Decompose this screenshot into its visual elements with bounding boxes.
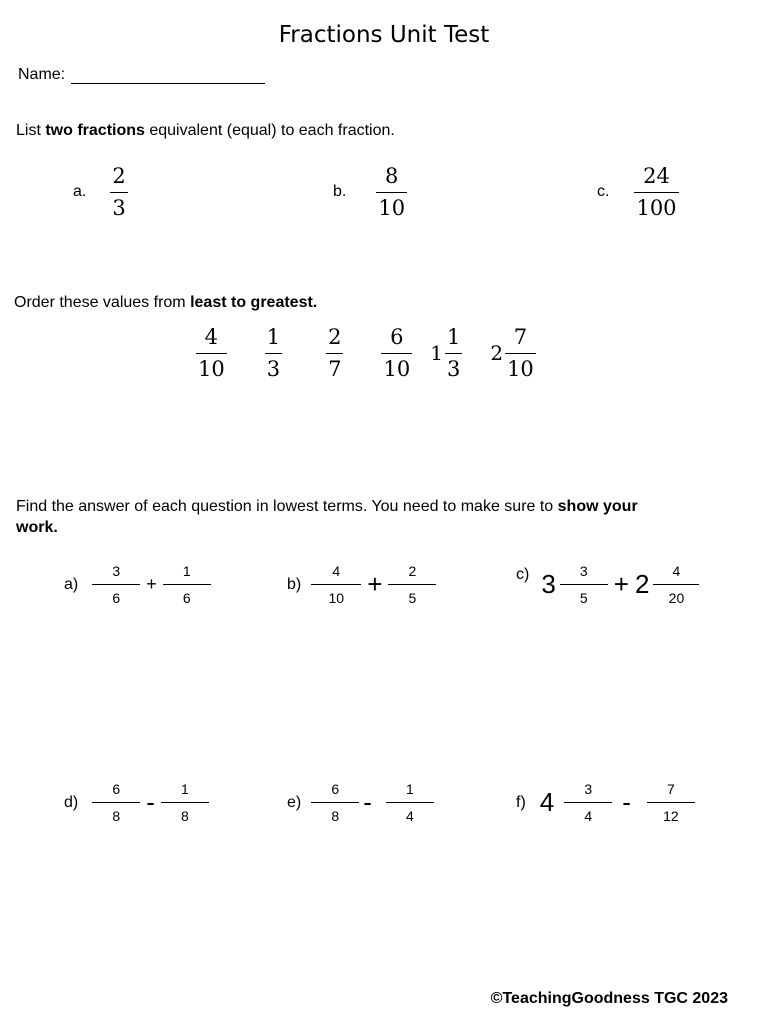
section2-instruction: Order these values from least to greatest. bbox=[14, 294, 318, 311]
equiv-item-b: b. $\frac{8}{10}$ bbox=[333, 164, 406, 220]
name-label: Name: bbox=[18, 66, 66, 83]
order-value: 1 $\frac{1}{3}$ bbox=[430, 325, 461, 381]
fraction: $\frac{8}{10}$ bbox=[378, 164, 406, 220]
order-value: $\frac{6}{10}$ bbox=[383, 325, 411, 381]
section3-instruction: Find the answer of each question in lowest terms. You need to make sure to show your work. bbox=[16, 498, 638, 536]
order-value: $\frac{2}{7}$ bbox=[328, 325, 342, 381]
fraction: $\frac{24}{100}$ bbox=[636, 164, 677, 220]
page-title: Fractions Unit Test bbox=[278, 22, 490, 48]
fraction: $\frac{2}{3}$ bbox=[112, 164, 126, 220]
problem-d: d) $\frac{6}{8}$ - $\frac{1}{8}$ bbox=[64, 780, 209, 825]
name-blank-line[interactable] bbox=[71, 67, 265, 84]
order-values bbox=[196, 325, 536, 381]
equiv-item-a: a. $\frac{2}{3}$ bbox=[73, 164, 126, 220]
problem-b: b) $\frac{4}{10}$ + $\frac{2}{5}$ bbox=[287, 562, 436, 607]
copyright-footer: ©TeachingGoodness TGC 2023 bbox=[490, 990, 728, 1007]
problem-f: f) 4 $\frac{3}{4}$ - $\frac{7}{12}$ bbox=[516, 780, 695, 825]
problem-a: a) $\frac{3}{6}$ + $\frac{1}{6}$ bbox=[64, 562, 211, 607]
problem-c: c) 3 $\frac{3}{5}$ + 2 $\frac{4}{20}$ bbox=[516, 562, 699, 607]
order-value: $\frac{1}{3}$ bbox=[266, 325, 281, 381]
order-value: $\frac{4}{10}$ bbox=[198, 325, 225, 381]
problem-e: e) $\frac{6}{8}$ - $\frac{1}{4}$ bbox=[287, 780, 434, 825]
equiv-item-c: c. $\frac{24}{100}$ bbox=[597, 164, 677, 220]
section1-instruction: List two fractions equivalent (equal) to each fraction. bbox=[16, 122, 395, 139]
name-field[interactable] bbox=[18, 66, 265, 84]
order-value: 2 $\frac{7}{10}$ bbox=[490, 325, 534, 381]
